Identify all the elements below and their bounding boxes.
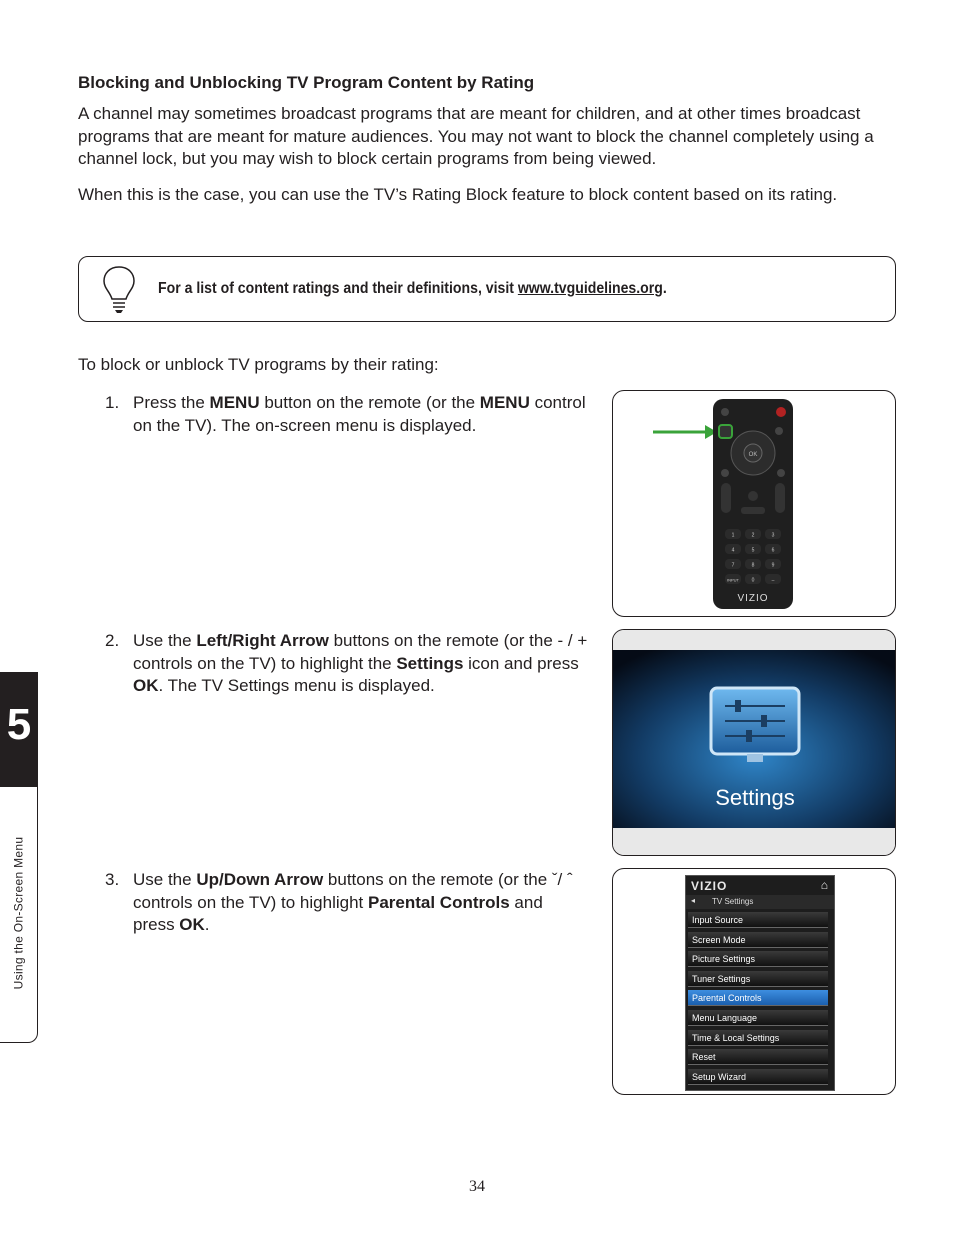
lightbulb-icon bbox=[100, 263, 138, 315]
remote-brand-logo: VIZIO bbox=[737, 593, 769, 604]
tip-text-before: For a list of content ratings and their definitions, visit bbox=[158, 280, 518, 297]
rating-block-paragraph: When this is the case, you can use the TV’s Rating Block feature to block content based on its rating. bbox=[78, 185, 838, 204]
tv-settings-menu bbox=[685, 875, 835, 1091]
keypad-key-label: 5 bbox=[751, 547, 755, 554]
keypad-key-label: 6 bbox=[771, 547, 775, 554]
chapter-title: Using the On-Screen Menu bbox=[11, 836, 26, 990]
keypad-key-label: 0 bbox=[751, 577, 755, 584]
settings-screen bbox=[613, 630, 896, 856]
tip-text bbox=[158, 280, 667, 298]
power-icon bbox=[776, 407, 786, 417]
step-number: 2. bbox=[105, 631, 120, 650]
keypad-key-label: – bbox=[771, 577, 775, 584]
menu-title: TV Settings bbox=[712, 897, 754, 906]
settings-label: Settings bbox=[715, 785, 795, 810]
keypad-key-label: 4 bbox=[731, 547, 735, 554]
page-number: 34 bbox=[469, 1178, 485, 1195]
keypad-key-label: 7 bbox=[731, 562, 735, 569]
back-arrow-icon[interactable]: ◂ bbox=[691, 896, 696, 905]
menu-item[interactable]: Input Source bbox=[688, 912, 828, 928]
menu-subheader bbox=[686, 895, 834, 909]
menu-brand-logo: VIZIO bbox=[691, 879, 728, 893]
home-icon[interactable]: ⌂ bbox=[820, 878, 829, 892]
step-number: 3. bbox=[105, 870, 120, 889]
keypad-key-label: 2 bbox=[751, 532, 755, 539]
keypad-key-label: 8 bbox=[751, 562, 755, 569]
menu-item[interactable]: Reset bbox=[688, 1049, 828, 1065]
settings-figure bbox=[612, 629, 896, 856]
menu-item[interactable]: Menu Language bbox=[688, 1010, 828, 1026]
menu-item[interactable]: Time & Local Settings bbox=[688, 1030, 828, 1046]
menu-item[interactable]: Setup Wizard bbox=[688, 1069, 828, 1085]
menu-item[interactable]: Screen Mode bbox=[688, 932, 828, 948]
tvguidelines-link[interactable]: www.tvguidelines.org bbox=[517, 280, 663, 297]
keypad-key-label: INPUT bbox=[727, 577, 739, 583]
keypad-key-label: 9 bbox=[771, 562, 775, 569]
keypad-key-label: 3 bbox=[771, 532, 775, 539]
steps-intro: To block or unblock TV programs by their rating: bbox=[78, 355, 439, 374]
intro-paragraph: A channel may sometimes broadcast programs that are meant for children, and at other times broadcast programs that are meant for mature audiences. You may not want to block the channel completely using a channel lock, but you may wish to block certain programs from being viewed. bbox=[78, 104, 874, 168]
menu-item[interactable]: Tuner Settings bbox=[688, 971, 828, 987]
chapter-number: 5 bbox=[6, 700, 32, 749]
remote-figure bbox=[612, 390, 896, 617]
menu-key bbox=[719, 425, 732, 438]
step-text: Press the MENU button on the remote (or the MENU control on the TV). The on-screen menu is displayed. bbox=[133, 393, 586, 435]
step-text: Use the Up/Down Arrow buttons on the remote (or the ˇ/ ˆ controls on the TV) to highlight Parental Controls and press OK. bbox=[133, 870, 573, 934]
section-heading: Blocking and Unblocking TV Program Content by Rating bbox=[78, 73, 535, 92]
remote-illustration bbox=[613, 391, 896, 617]
ok-key-label: OK bbox=[748, 452, 758, 458]
menu-item[interactable]: Picture Settings bbox=[688, 951, 828, 967]
menu-header bbox=[686, 876, 834, 896]
keypad-key-label: 1 bbox=[731, 532, 735, 539]
menu-item[interactable]: Parental Controls bbox=[688, 990, 828, 1006]
tv-settings-figure bbox=[612, 868, 896, 1095]
step-number: 1. bbox=[105, 393, 120, 412]
step-text: Use the Left/Right Arrow buttons on the remote (or the - / + controls on the TV) to highlight the Settings icon and press OK. The TV Settings menu is displayed. bbox=[133, 631, 588, 695]
tip-text-after: . bbox=[662, 280, 667, 297]
